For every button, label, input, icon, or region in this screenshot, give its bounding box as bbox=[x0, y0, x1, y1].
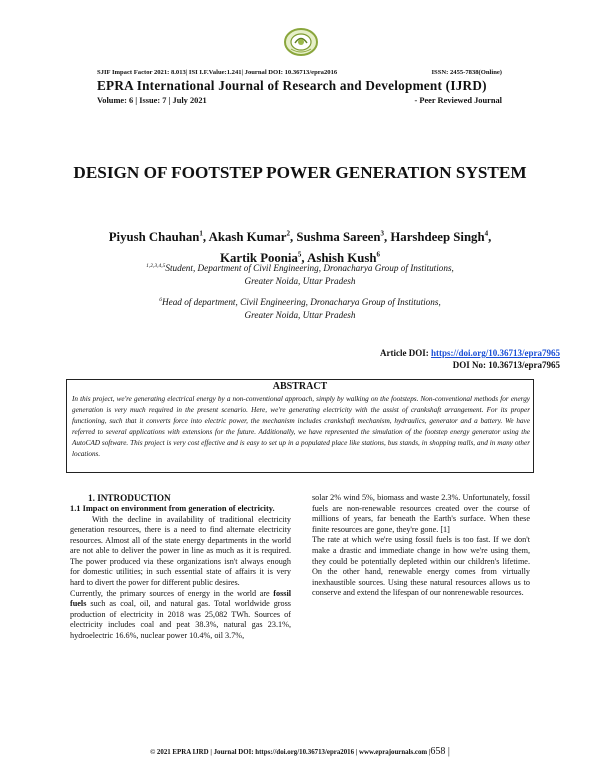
body-column-left bbox=[70, 493, 291, 642]
body-column-right bbox=[312, 493, 530, 599]
paragraph: Currently, the primary sources of energy in the world are fossil fuels such as coal, oil, and natural gas. Total worldwide gross production of electricity in 2018 was 25,082 TWh. Sources of electricity includes coal and peat 38.3%, natural gas 23.1%, hydroelectric 16.6%, nuclear power 10.4%, oil 3.7%, bbox=[70, 588, 291, 641]
article-doi: Article DOI: https://doi.org/10.36713/epra7965 bbox=[380, 348, 560, 358]
article-doi-link[interactable]: https://doi.org/10.36713/epra7965 bbox=[430, 348, 560, 358]
volume-issue-text: Volume: 6 | Issue: 7 | July 2021 bbox=[97, 96, 207, 105]
affiliation-students: $^{1,2,3,4,5}$Student, Department of Civil Engineering, Dronacharya Group of Institutions, Greater Noida, Uttar Pradesh bbox=[146, 263, 454, 287]
subsection-heading: 1.1 Impact on environment from generation of electricity. bbox=[70, 504, 275, 513]
issn-text: ISSN: 2455-7838(Online) bbox=[431, 69, 502, 76]
journal-title: EPRA International Journal of Research and Development (IJRD) bbox=[97, 78, 487, 93]
page-footer: © 2021 EPRA IJRD | Journal DOI: https://doi.org/10.36713/epra2016 | www.eprajournals.com |658 | bbox=[150, 746, 450, 757]
peer-review-text: - Peer Reviewed Journal bbox=[414, 96, 502, 105]
paragraph: With the decline in availability of traditional electricity generation resources, there is a need to find alternate electricity resources. Almost all of the state energy departments in the world are not able to deliver the power in line as much as it is required. The power produced via these organizations isn't always enough for domestic utilities; in such essential state of affairs it is very hard to divert the power for different public desires. bbox=[70, 514, 291, 588]
doi-number: DOI No: 10.36713/epra7965 bbox=[452, 360, 560, 370]
paragraph: solar 2% wind 5%, biomass and waste 2.3%. Unfortunately, fossil fuels are non-renewable resources created over the course of millions of years, far beneath the Earth's surface. When these finite resources are gone, they're gone. [1] bbox=[312, 493, 530, 534]
author: Sushma Sareen$^3$, bbox=[296, 230, 391, 245]
journal-meta-line bbox=[97, 69, 502, 76]
author: Piyush Chauhan$^1$, bbox=[108, 230, 209, 245]
author: Akash Kumar$^2$, bbox=[208, 230, 297, 245]
affiliation-head: $^6$Head of department, Civil Engineering, Dronacharya Group of Institutions, Greater Noida, Uttar Pradesh bbox=[159, 297, 441, 321]
author-line-1 bbox=[40, 226, 560, 246]
issue-line bbox=[97, 96, 502, 105]
author: Kartik Poonia$^5$, bbox=[220, 250, 308, 265]
page-number: 658 bbox=[430, 746, 446, 757]
author: Ashish Kush$^6$ bbox=[307, 250, 380, 265]
paragraph: The rate at which we're using fossil fuels is too fast. If we don't make a drastic and immediate change in how we're using them, they could be potentially depleted within our children's lifetime. On the other hand, renewable energy comes from virtually inexhaustible sources. Using these natural resources allows us to conserve and extend the lifespan of our nonrenewable resources. bbox=[312, 535, 530, 598]
section-heading: 1. INTRODUCTION bbox=[88, 493, 171, 503]
abstract-heading: ABSTRACT bbox=[272, 381, 328, 392]
abstract-text: In this project, we're generating electrical energy by a non-conventional approach, simply by walking on the footsteps. Non-conventional methods for energy generation is very much required in the present scenario. Here, we're generating electricity with the assist of crankshaft arrangement. For its proper functioning, such that it converts force into electric power, the mechanism includes crankshaft mechanism, hydraulics, generator and a battery. We have referred to several applications with extensions for the future. Additionally, we have represented the simulation of the footstep energy generator using the AutoCAD software. This project is very cost effective and is easy to set up in a populated place like stations, bus stands, in shopping malls, and in many other locations. bbox=[72, 395, 530, 458]
paper-title: DESIGN OF FOOTSTEP POWER GENERATION SYSTEM bbox=[73, 163, 527, 182]
author: Harshdeep Singh$^4$, bbox=[390, 230, 492, 245]
footer-text: © 2021 EPRA IJRD | Journal DOI: https://doi.org/10.36713/epra2016 | www.eprajournals.com | bbox=[150, 749, 431, 756]
epra-logo-icon bbox=[283, 27, 319, 57]
impact-factor-text: SJIF Impact Factor 2021: 8.013| ISI I.F.Value:1.241| Journal DOI: 10.36713/epra2016 bbox=[97, 69, 338, 76]
